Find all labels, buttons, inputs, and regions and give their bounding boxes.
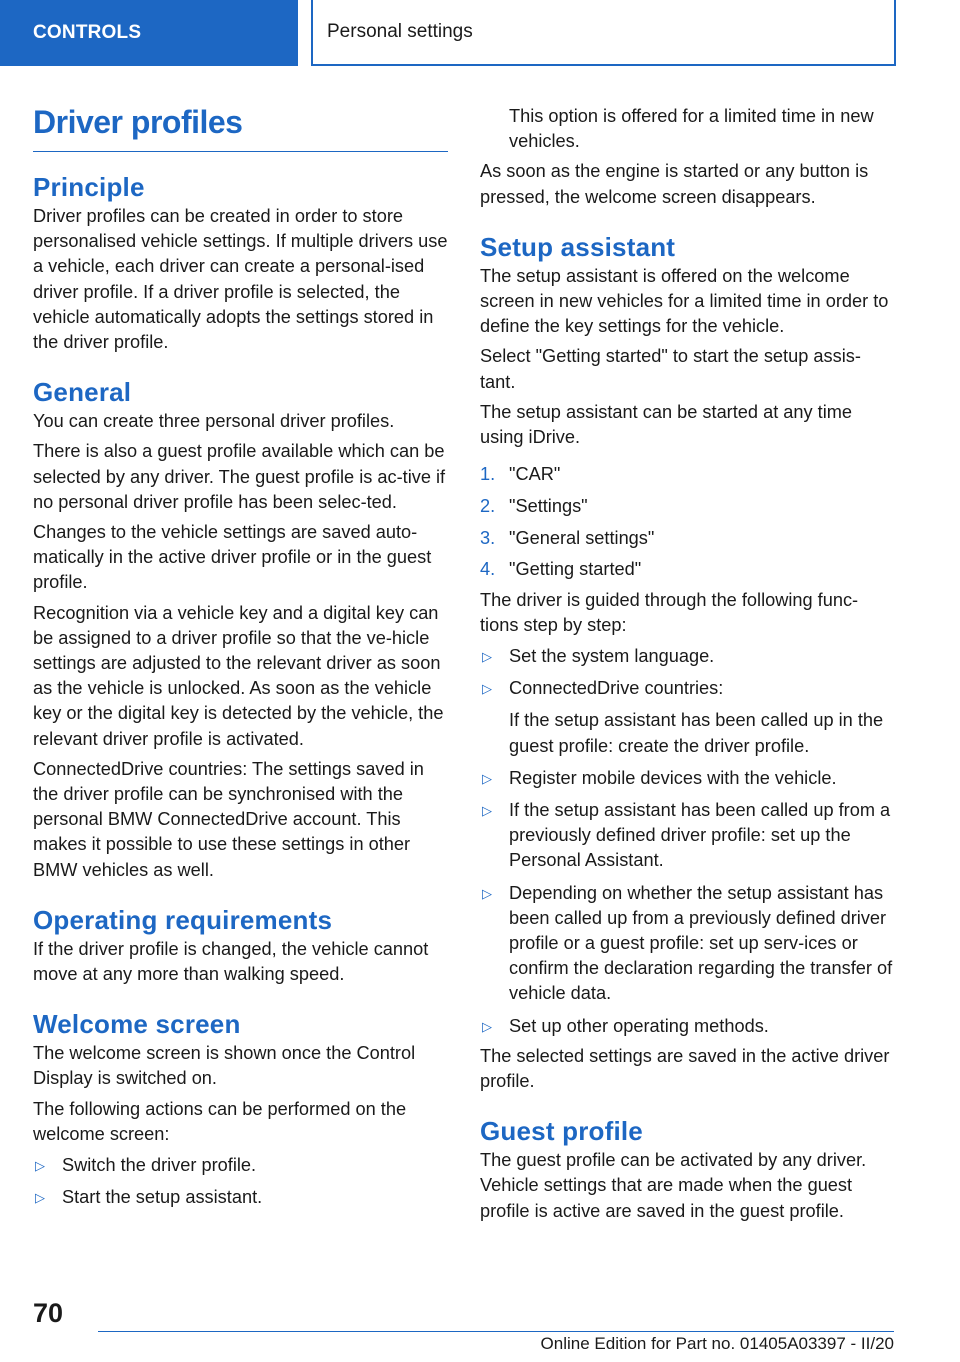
welcome-heading: Welcome screen xyxy=(33,1009,241,1040)
list-item-text: Register mobile devices with the vehicle. xyxy=(509,767,837,788)
setup-paragraph: The setup assistant can be started at any time using iDrive. xyxy=(480,401,853,448)
guest-text: The guest profile can be activated by any driver. Vehicle settings that are made when the guest profile is active are saved in the guest profile. xyxy=(480,1150,867,1221)
operating-text: If the driver profile is changed, the vehicle cannot move at any more than walking speed. xyxy=(33,938,429,985)
general-paragraph: Recognition via a vehicle key and a digital key can be assigned to a driver profile so that the ve-hicle settings are adjusted to the relevant driver as soon as the vehicle is unlocked. As soon as the vehicle key or the digital key is detected by the vehicle, the relevant driver profile is activated. xyxy=(33,602,444,749)
welcome-actions-list xyxy=(33,1153,448,1210)
step-number: 3. xyxy=(480,527,496,548)
triangle-bullet-icon: ▷ xyxy=(482,885,492,901)
list-item xyxy=(480,766,895,791)
triangle-bullet-icon: ▷ xyxy=(482,648,492,664)
list-item-text: ConnectedDrive countries: xyxy=(509,678,724,699)
triangle-bullet-icon: ▷ xyxy=(35,1190,45,1206)
step-number: 1. xyxy=(480,464,496,485)
page-title: Driver profiles xyxy=(33,100,448,152)
welcome-paragraph: The following actions can be performed on the welcome screen: xyxy=(33,1098,407,1144)
welcome-paragraph: The welcome screen is shown once the Control Display is switched on. xyxy=(33,1043,416,1089)
list-item xyxy=(480,1014,895,1039)
general-heading: General xyxy=(33,377,132,408)
continued-bullet-text: This option is offered for a limited time in new vehicles. xyxy=(509,106,874,152)
section-label: CONTROLS xyxy=(33,22,142,43)
step-item xyxy=(480,494,895,519)
step-number: 4. xyxy=(480,559,496,580)
setup-paragraph: The driver is guided through the following func-tions step by step: xyxy=(480,589,859,635)
list-item-text: Depending on whether the setup assistant has been called up from a previously defined driver profile or a guest profile: set up serv-ices or confirm the declaration regarding the transfer of vehicle data. xyxy=(509,882,893,1004)
footer-edition: Online Edition for Part no. 01405A03397 - II/20 xyxy=(540,1334,894,1353)
step-item xyxy=(480,526,895,551)
setup-paragraph: The setup assistant is offered on the welcome screen in new vehicles for a limited time in order to define the key settings for the vehicle. xyxy=(480,265,889,337)
list-item xyxy=(480,881,895,1007)
step-text: "General settings" xyxy=(509,527,655,548)
list-item xyxy=(480,644,895,669)
triangle-bullet-icon: ▷ xyxy=(482,770,492,786)
list-item-subtext: If the setup assistant has been called up in the guest profile: create the driver profile. xyxy=(509,710,884,756)
general-paragraph: Changes to the vehicle settings are saved auto-matically in the active driver profile or in the guest profile. xyxy=(33,522,432,593)
setup-paragraph: Select "Getting started" to start the setup assis-tant. xyxy=(480,346,861,392)
chapter-tab xyxy=(311,0,896,66)
setup-paragraph: The selected settings are saved in the active driver profile. xyxy=(480,1045,890,1091)
list-item-text: Set the system language. xyxy=(509,645,715,666)
list-item xyxy=(33,1153,448,1178)
footer-divider xyxy=(98,1331,894,1332)
step-text: "CAR" xyxy=(509,464,561,485)
guest-heading: Guest profile xyxy=(480,1116,643,1147)
list-item xyxy=(480,798,895,874)
list-item-text: Switch the driver profile. xyxy=(62,1155,257,1176)
setup-heading: Setup assistant xyxy=(480,231,676,262)
engine-paragraph: As soon as the engine is started or any button is pressed, the welcome screen disappears. xyxy=(480,161,869,207)
setup-functions-list xyxy=(480,644,895,1039)
setup-steps-list xyxy=(480,462,895,582)
left-column xyxy=(33,100,448,1211)
step-text: "Getting started" xyxy=(509,559,642,580)
right-column xyxy=(480,104,895,1224)
step-item xyxy=(480,462,895,487)
list-item-text: Start the setup assistant. xyxy=(62,1187,263,1208)
triangle-bullet-icon: ▷ xyxy=(482,802,492,818)
principle-heading: Principle xyxy=(33,172,145,202)
step-text: "Settings" xyxy=(509,495,588,516)
triangle-bullet-icon: ▷ xyxy=(482,681,492,697)
list-item-text: If the setup assistant has been called up from a previously defined driver profile: set up the Personal Assistant. xyxy=(509,799,891,871)
list-item xyxy=(480,676,895,759)
general-paragraph: ConnectedDrive countries: The settings saved in the driver profile can be synchronised with the personal BMW ConnectedDrive account. This makes it possible to use these settings in other BMW vehicles as well. xyxy=(33,758,424,880)
chapter-label: Personal settings xyxy=(327,21,473,42)
section-tab xyxy=(0,0,298,66)
operating-heading: Operating requirements xyxy=(33,904,333,935)
step-item xyxy=(480,557,895,582)
step-number: 2. xyxy=(480,495,496,516)
triangle-bullet-icon: ▷ xyxy=(482,1018,492,1034)
page-number: 70 xyxy=(33,1298,64,1328)
list-item xyxy=(33,1185,448,1210)
principle-text: Driver profiles can be created in order to store personalised vehicle settings. If multiple drivers use a vehicle, each driver can create a personal-ised driver profile. If a driver profile is selected, the vehicle automatically adopts the settings stored in the driver profile. xyxy=(33,206,448,353)
triangle-bullet-icon: ▷ xyxy=(35,1158,45,1174)
list-item-text: Set up other operating methods. xyxy=(509,1015,769,1036)
general-paragraph: There is also a guest profile available which can be selected by any driver. The guest profile is ac-tive if no personal driver profile has been selec-ted. xyxy=(33,441,446,512)
general-paragraph: You can create three personal driver profiles. xyxy=(33,411,395,432)
